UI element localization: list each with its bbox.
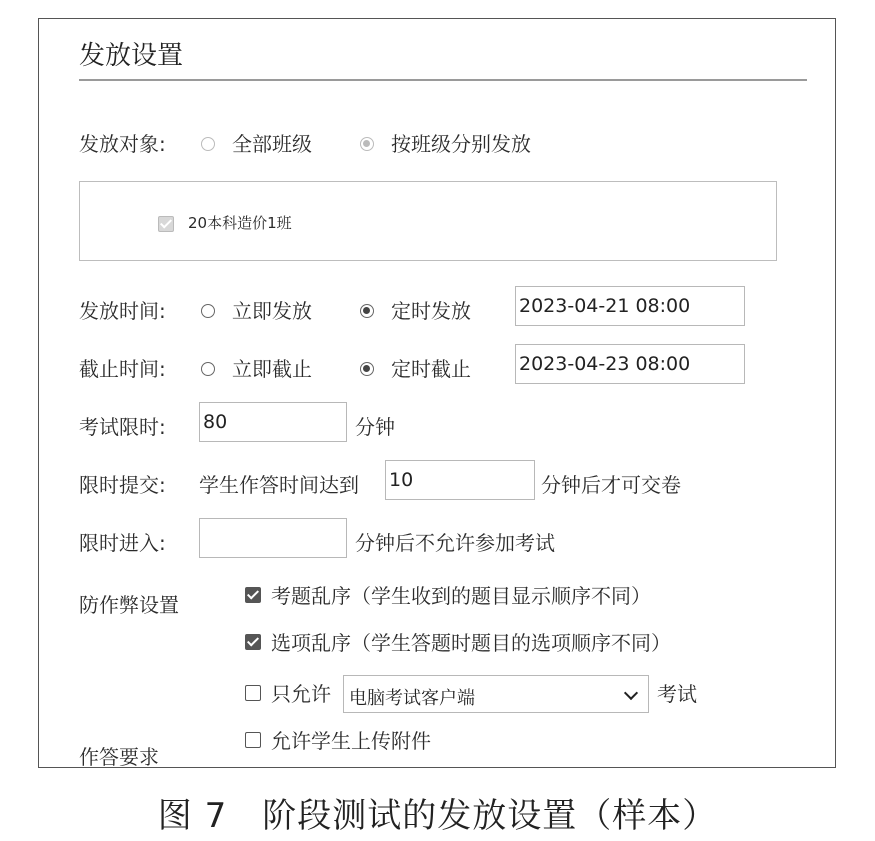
- class-checkbox-label[interactable]: 20本科造价1班: [188, 214, 292, 232]
- radio-release-scheduled[interactable]: [360, 304, 374, 318]
- limit-enter-suffix: 分钟后不允许参加考试: [355, 531, 555, 555]
- class-list-box: [79, 181, 777, 261]
- radio-by-class-label[interactable]: 按班级分别发放: [391, 132, 531, 156]
- limit-enter-input[interactable]: [199, 518, 347, 558]
- settings-panel: [38, 18, 836, 768]
- release-time-label: 发放时间:: [79, 299, 166, 323]
- shuffle-questions-checkbox[interactable]: [245, 587, 261, 603]
- shuffle-options-checkbox[interactable]: [245, 634, 261, 650]
- panel-title: 发放设置: [79, 41, 184, 71]
- deadline-datetime-input[interactable]: 2023-04-23 08:00: [515, 344, 745, 384]
- radio-deadline-now-label[interactable]: 立即截止: [232, 357, 312, 381]
- only-allow-suffix: 考试: [657, 682, 697, 706]
- client-select-value: 电脑考试客户端: [349, 688, 475, 709]
- figure-caption: 图 7 阶段测试的发放设置（样本）: [157, 796, 718, 836]
- title-divider: [79, 79, 807, 81]
- radio-all-classes-label[interactable]: 全部班级: [232, 132, 312, 156]
- limit-submit-suffix: 分钟后才可交卷: [541, 473, 681, 497]
- time-limit-label: 考试限时:: [79, 415, 166, 439]
- class-checkbox[interactable]: [158, 216, 174, 232]
- deadline-label: 截止时间:: [79, 357, 166, 381]
- time-limit-input[interactable]: 80: [199, 402, 347, 442]
- allow-upload-checkbox[interactable]: [245, 732, 261, 748]
- limit-submit-input[interactable]: 10: [385, 460, 535, 500]
- radio-release-now-label[interactable]: 立即发放: [232, 299, 312, 323]
- limit-enter-label: 限时进入:: [79, 531, 166, 555]
- chevron-down-icon: [624, 686, 638, 700]
- limit-submit-prefix: 学生作答时间达到: [199, 473, 359, 497]
- allow-upload-label[interactable]: 允许学生上传附件: [271, 729, 431, 753]
- radio-deadline-now[interactable]: [201, 362, 215, 376]
- only-allow-checkbox[interactable]: [245, 685, 261, 701]
- radio-release-now[interactable]: [201, 304, 215, 318]
- target-label: 发放对象:: [79, 132, 166, 156]
- shuffle-questions-label[interactable]: 考题乱序（学生收到的题目显示顺序不同）: [271, 584, 651, 608]
- answer-req-label: 作答要求: [79, 745, 159, 768]
- radio-deadline-scheduled-label[interactable]: 定时截止: [391, 357, 471, 381]
- release-datetime-input[interactable]: 2023-04-21 08:00: [515, 286, 745, 326]
- limit-submit-label: 限时提交:: [79, 473, 166, 497]
- radio-release-scheduled-label[interactable]: 定时发放: [391, 299, 471, 323]
- anti-cheat-label: 防作弊设置: [79, 593, 179, 617]
- only-allow-label[interactable]: 只允许: [271, 682, 331, 706]
- client-select[interactable]: [343, 675, 649, 713]
- radio-all-classes[interactable]: [201, 137, 215, 151]
- radio-by-class[interactable]: [360, 137, 374, 151]
- time-limit-unit: 分钟: [355, 415, 395, 439]
- shuffle-options-label[interactable]: 选项乱序（学生答题时题目的选项顺序不同）: [271, 631, 671, 655]
- radio-deadline-scheduled[interactable]: [360, 362, 374, 376]
